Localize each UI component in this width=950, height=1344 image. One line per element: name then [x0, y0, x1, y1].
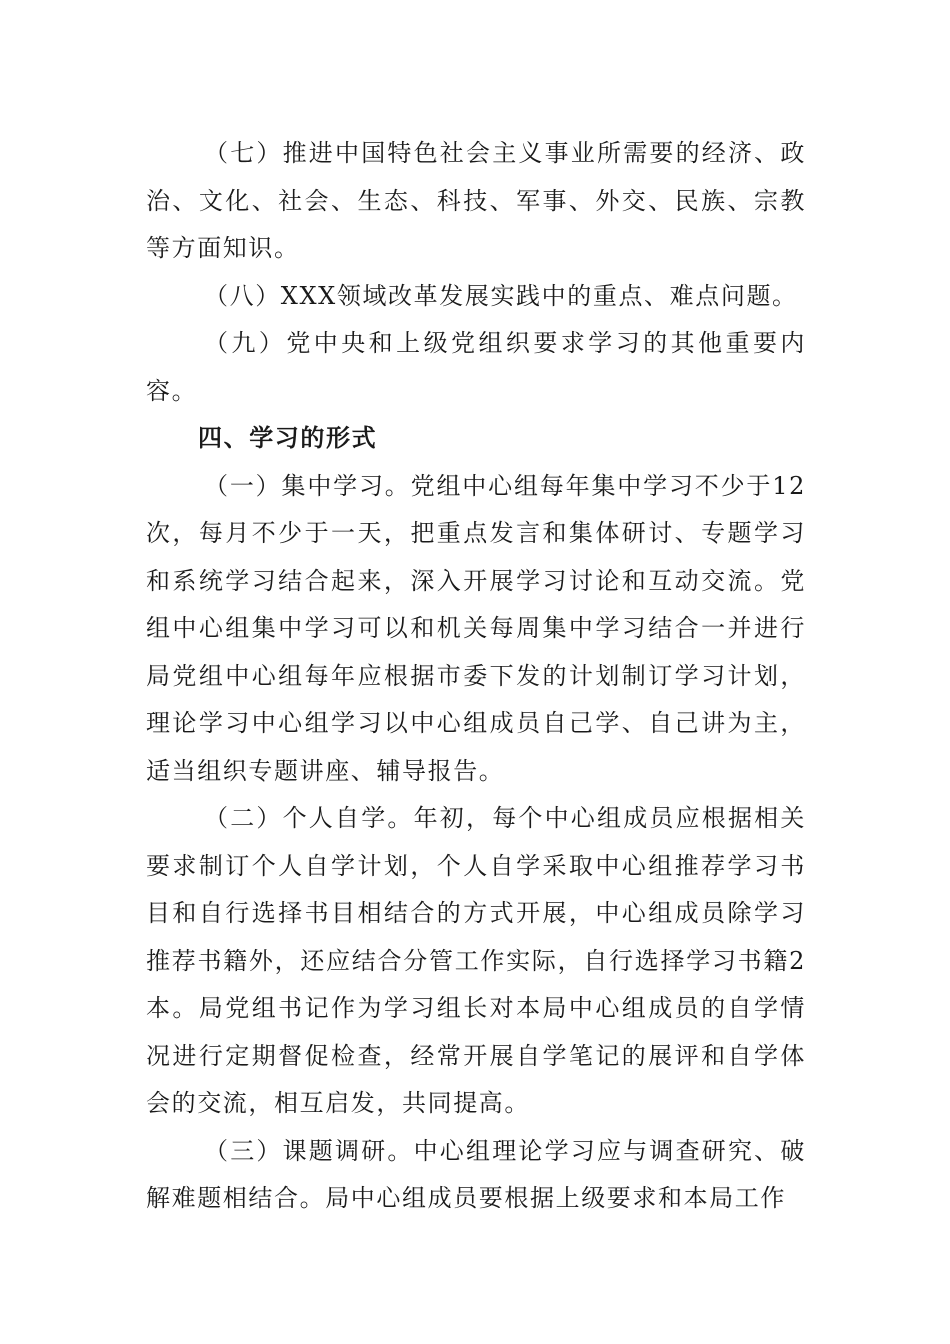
paragraph-item-9: （九）党中央和上级党组织要求学习的其他重要内容。	[146, 329, 806, 405]
paragraph-research-topic: （三）课题调研。中心组理论学习应与调查研究、破解难题相结合。局中心组成员要根据上级要求和本局工作	[146, 1136, 806, 1212]
document-page	[146, 130, 806, 1223]
paragraph-item-7: （七）推进中国特色社会主义事业所需要的经济、政治、文化、社会、生态、科技、军事、外交、民族、宗教等方面知识。	[146, 139, 806, 262]
section-heading: 四、学习的形式	[198, 424, 378, 452]
paragraph-centralized-study: （一）集中学习。党组中心组每年集中学习不少于12次，每月不少于一天，把重点发言和集体研讨、专题学习和系统学习结合起来，深入开展学习讨论和互动交流。党组中心组集中学习可以和机关每周集中学习结合一并进行局党组中心组每年应根据市委下发的计划制订学习计划，理论学习中心组学习以中心组成员自己学、自己讲为主，适当组织专题讲座、辅导报告。	[146, 471, 806, 785]
paragraph-item-8: （八）XXX领域改革发展实践中的重点、难点问题。	[204, 281, 798, 310]
paragraph-self-study: （二）个人自学。年初，每个中心组成员应根据相关要求制订个人自学计划，个人自学采取中心组推荐学习书目和自行选择书目相结合的方式开展，中心组成员除学习推荐书籍外，还应结合分管工作实际，自行选择学习书籍2本。局党组书记作为学习组长对本局中心组成员的自学情况进行定期督促检查，经常开展自学笔记的展评和自学体会的交流，相互启发，共同提高。	[146, 804, 806, 1117]
